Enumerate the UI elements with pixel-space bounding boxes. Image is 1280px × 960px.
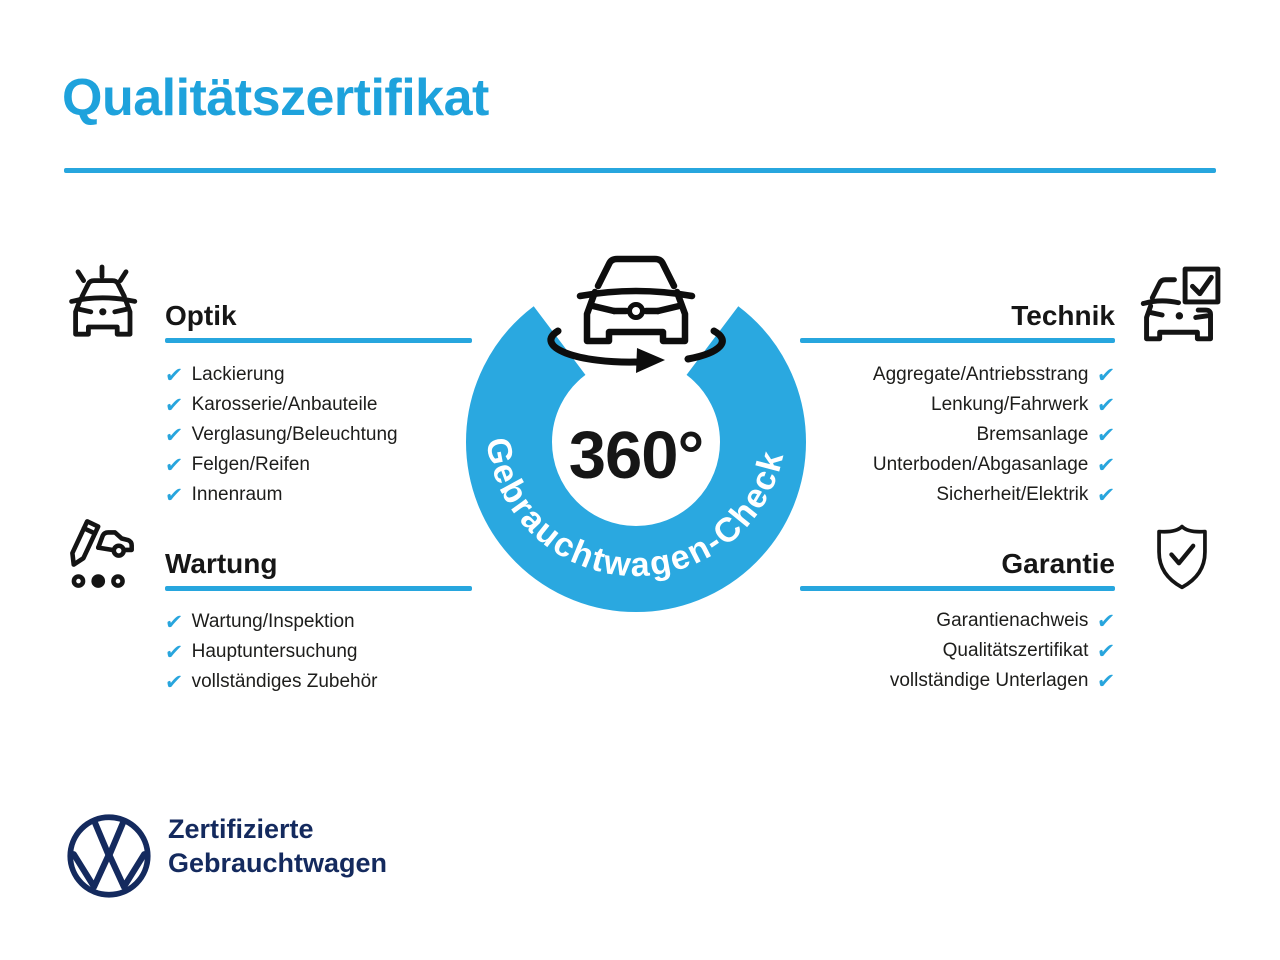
item-label: Wartung/Inspektion (191, 611, 355, 632)
check-icon: ✔ (163, 610, 184, 634)
item-label: vollständige Unterlagen (889, 670, 1089, 691)
rotating-car-icon (551, 259, 722, 373)
checklist-item (785, 636, 1115, 666)
item-label: Aggregate/Antriebsstrang (872, 364, 1089, 385)
section-divider-optik (165, 338, 472, 343)
section-title-wartung: Wartung (165, 548, 278, 579)
item-label: Lackierung (191, 364, 285, 385)
360-check-badge (460, 246, 812, 618)
check-icon: ✔ (1096, 453, 1117, 477)
car-checkbox-icon (1140, 264, 1222, 348)
vw-logo (65, 812, 153, 900)
check-icon: ✔ (163, 670, 184, 694)
checklist-item (165, 667, 495, 697)
checklist-item (785, 450, 1115, 480)
check-icon: ✔ (163, 640, 184, 664)
header-divider (64, 168, 1216, 173)
item-label: Innenraum (191, 484, 283, 505)
checklist-optik (165, 360, 495, 510)
checklist-wartung (165, 607, 495, 697)
footer-brand-line1: Zertifizierte (168, 814, 314, 844)
check-icon: ✔ (1096, 483, 1117, 507)
checklist-item (165, 450, 495, 480)
page-title: Qualitätszertifikat (62, 69, 489, 127)
item-label: Felgen/Reifen (191, 454, 310, 475)
checklist-item (785, 666, 1115, 696)
item-label: Qualitätszertifikat (942, 640, 1089, 661)
checklist-item (165, 607, 495, 637)
checklist-item (165, 637, 495, 667)
check-icon: ✔ (163, 423, 184, 447)
footer-brand-line2: Gebrauchtwagen (168, 848, 388, 878)
item-label: Hauptuntersuchung (191, 641, 358, 662)
check-icon: ✔ (1096, 423, 1117, 447)
badge-degree-label: 360° (568, 418, 704, 493)
item-label: Garantienachweis (936, 610, 1089, 631)
check-icon: ✔ (1096, 609, 1117, 633)
checklist-item (165, 420, 495, 450)
check-icon: ✔ (1096, 639, 1117, 663)
section-title-garantie: Garantie (1001, 548, 1115, 579)
check-icon: ✔ (1096, 669, 1117, 693)
check-icon: ✔ (163, 453, 184, 477)
item-label: Unterboden/Abgasanlage (872, 454, 1089, 475)
checklist-item (165, 360, 495, 390)
checklist-item (165, 480, 495, 510)
checklist-item (785, 606, 1115, 636)
checklist-item (785, 420, 1115, 450)
item-label: vollständiges Zubehör (191, 671, 378, 692)
section-divider-wartung (165, 586, 472, 591)
checklist-item (785, 360, 1115, 390)
item-label: Karosserie/Anbauteile (191, 394, 378, 415)
item-label: Verglasung/Beleuchtung (191, 424, 398, 445)
checklist-item (165, 390, 495, 420)
footer-brand-label (168, 812, 387, 880)
badge-ring-label: Gebrauchtwagen-Check (478, 434, 792, 585)
section-divider-technik (800, 338, 1115, 343)
section-divider-garantie (800, 586, 1115, 591)
checklist-garantie (785, 606, 1115, 696)
shield-check-icon (1151, 520, 1213, 594)
item-label: Bremsanlage (976, 424, 1089, 445)
service-record-icon (61, 514, 137, 598)
check-icon: ✔ (1096, 363, 1117, 387)
check-icon: ✔ (1096, 393, 1117, 417)
check-icon: ✔ (163, 483, 184, 507)
check-icon: ✔ (163, 393, 184, 417)
item-label: Sicherheit/Elektrik (936, 484, 1089, 505)
section-title-optik: Optik (165, 300, 237, 331)
shiny-car-icon (62, 258, 142, 348)
section-title-technik: Technik (1011, 300, 1115, 331)
item-label: Lenkung/Fahrwerk (931, 394, 1089, 415)
checklist-item (785, 390, 1115, 420)
check-icon: ✔ (163, 363, 184, 387)
checklist-technik (785, 360, 1115, 510)
checklist-item (785, 480, 1115, 510)
